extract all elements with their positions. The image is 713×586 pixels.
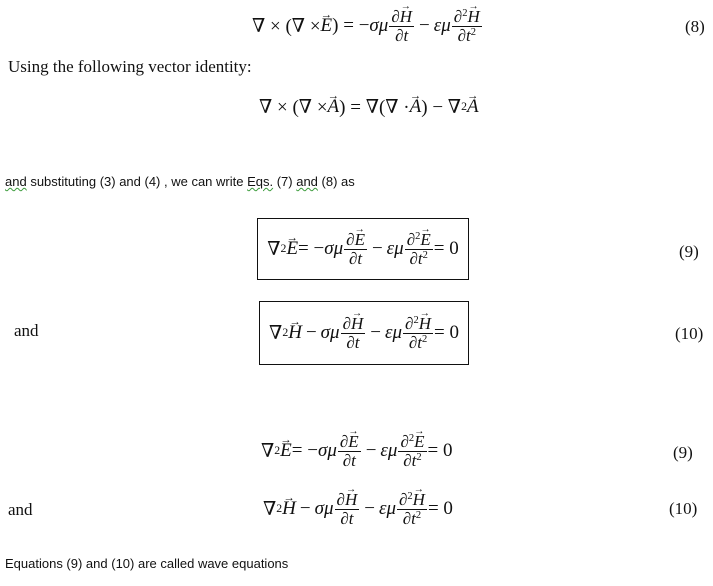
plain-equation-9-number: (9) [673, 443, 693, 462]
conclusion-text: Equations (9) and (10) are called wave equations [5, 556, 289, 571]
boxed-equation-9: ∇ 2 → E = − σμ $\frac{\partial\to E}{\partial t}$ − εμ $\frac{\partial^2\to E}{\partial t^2}$ = 0 [257, 218, 469, 280]
boxed-equation-10: ∇ 2 → H − σμ $\frac{\partial\to H}{\partial t}$ − εμ $\frac{\partial^2\to H}{\partial t^2}$ = 0 [259, 301, 469, 365]
boxed-and-label: and [14, 321, 39, 340]
boxed-equation-9-number: (9) [679, 242, 699, 261]
plain-equation-9: ∇ 2 → E = − σμ $\frac{\partial\to E}{\partial t}$ − εμ $\frac{\partial^2\to E}{\partial t^2}$ = 0 [261, 426, 452, 476]
boxed-equation-10-number: (10) [675, 324, 704, 343]
plain-and-label: and [8, 500, 33, 519]
identity-text: Using the following vector identity: [8, 57, 252, 76]
plain-equation-10: ∇ 2 → H − σμ $\frac{\partial\to H}{\partial t}$ − εμ $\frac{\partial^2\to H}{\partial t^2}$ = 0 [263, 484, 453, 534]
spell-check-underline: and [5, 174, 27, 189]
equation-8-number: (8) [685, 17, 705, 36]
vector-identity-equation: ∇ × (∇ × → A ) = ∇(∇ · → A ) − ∇ 2 → A [259, 90, 479, 124]
equation-8: ∇ × (∇ × → E ) = − σμ $\frac{\partial\to H}{\partial t}$ − εμ $\frac{\partial^2\to H}{\partial t^2}$ [252, 4, 483, 48]
plain-equation-10-number: (10) [669, 499, 698, 518]
substitution-text: and substituting (3) and (4) , we can write Eqs. (7) and (8) as [5, 174, 355, 189]
